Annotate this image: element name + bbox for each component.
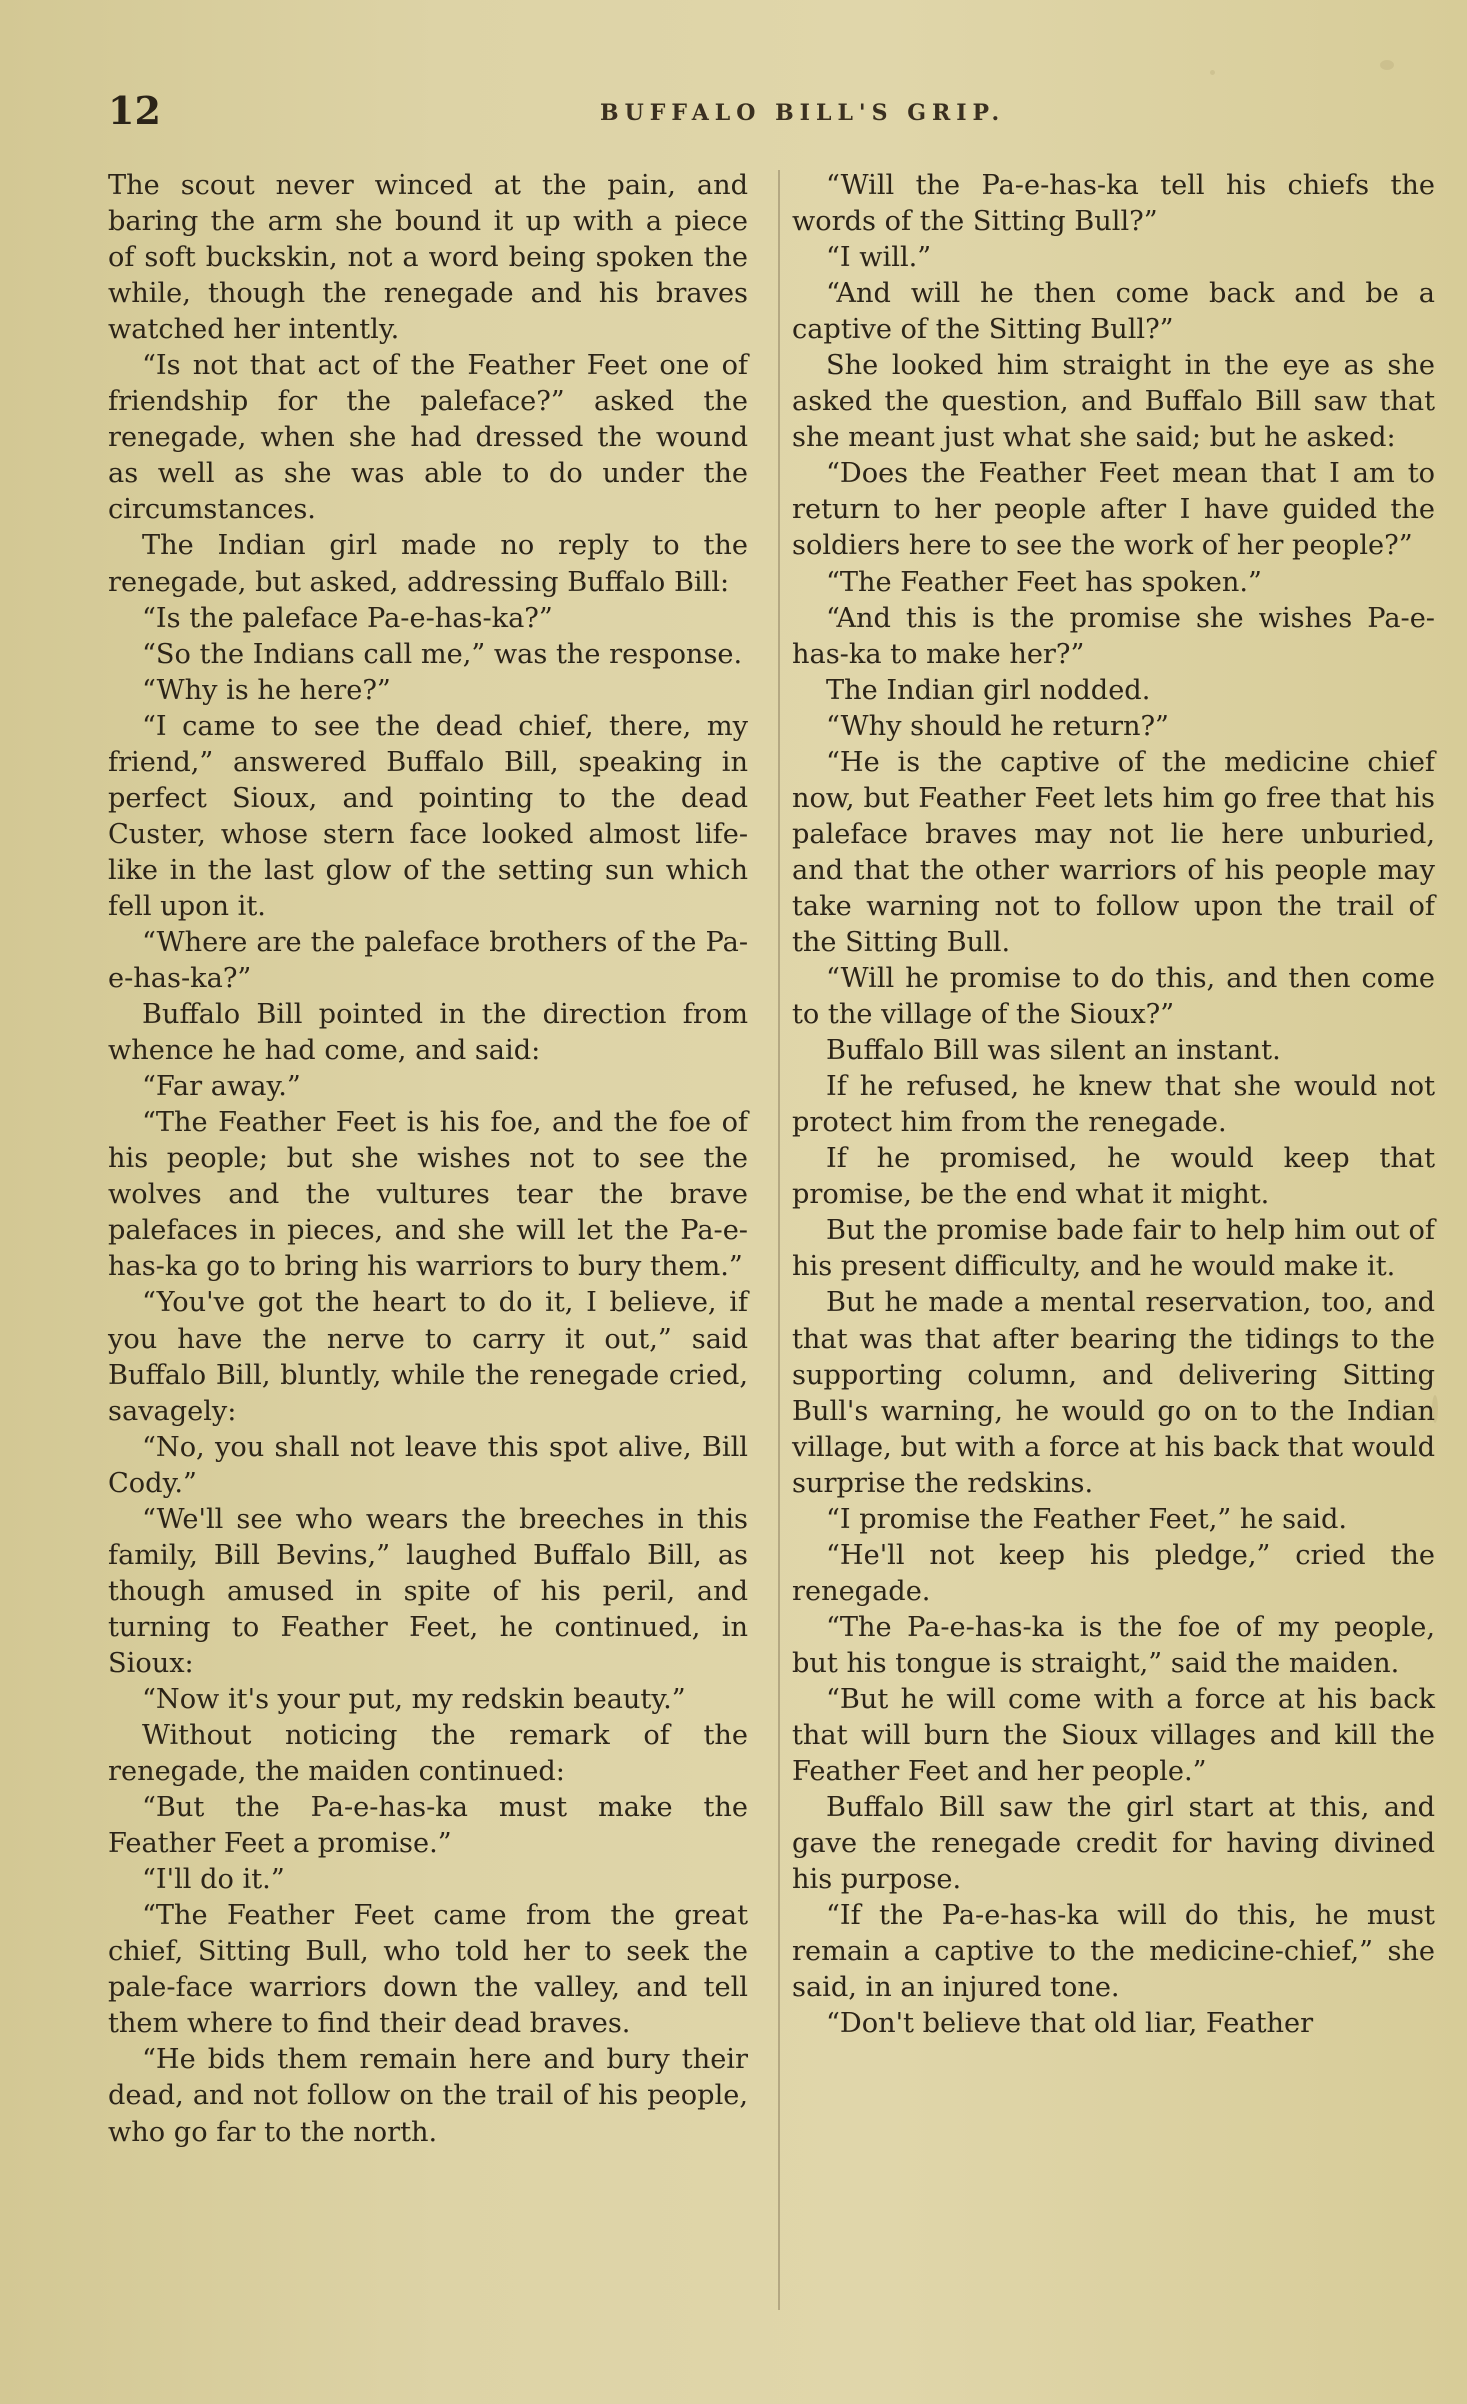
paragraph: “Where are the paleface brothers of the Pa-e-has-ka?” [108, 926, 748, 995]
paragraph: “But the Pa-e-has-ka must make the Feather Feet a promise.” [108, 1792, 748, 1860]
paragraph: “I came to see the dead chief, there, my friend,” answered Buffalo Bill, speaking in perfect Sioux, and pointing to the dead Custer, whose stern face looked almost life-like in the last glow of the setting sun which fell upon it. [108, 710, 748, 922]
paragraph: The scout never winced at the pain, and baring the arm she bound it up with a piece of soft buckskin, not a word being spoken the while, though the renegade and his braves watched her intently. [108, 170, 748, 346]
paragraph: “Will he promise to do this, and then come to the village of the Sioux?” [792, 963, 1435, 1031]
paragraph: The Indian girl made no reply to the renegade, but asked, addressing Buffalo Bill: [108, 530, 748, 598]
left-column [108, 168, 748, 2151]
paragraph: “If the Pa-e-has-ka will do this, he must remain a captive to the medicine-chief,” she said, in an injured tone. [792, 1900, 1435, 2004]
paragraph: “I will.” [826, 242, 932, 274]
paragraph: “We'll see who wears the breeches in this family, Bill Bevins,” laughed Buffalo Bill, as though amused in spite of his peril, and turning to Feather Feet, he continued, in Sioux: [108, 1503, 748, 1679]
paragraph: The Indian girl nodded. [826, 674, 1151, 706]
paragraph: “Does the Feather Feet mean that I am to return to her people after I have guided the soldiers here to see the work of her people?” [792, 458, 1435, 562]
paragraph: “Why should he return?” [826, 710, 1169, 742]
running-title: BUFFALO BILL'S GRIP. [600, 100, 1006, 126]
paragraph: “Is the paleface Pa-e-has-ka?” [142, 602, 553, 634]
paragraph: “Don't believe that old liar, Feather [826, 2008, 1314, 2040]
paragraph: “Now it's your put, my redskin beauty.” [142, 1683, 686, 1715]
right-column [792, 168, 1435, 2042]
paragraph: “And this is the promise she wishes Pa-e-has-ka to make her?” [792, 602, 1435, 670]
paragraph: “The Feather Feet is his foe, and the foe of his people; but she wishes not to see the wolves and the vultures tear the brave palefaces in pieces, and she will let the Pa-e-has-ka go to bring his warriors to bury them.” [108, 1107, 748, 1283]
paragraph: Without noticing the remark of the renegade, the maiden continued: [108, 1720, 748, 1788]
paragraph: “He bids them remain here and bury their dead, and not follow on the trail of his people, who go far to the north. [108, 2044, 748, 2148]
paragraph: “Will the Pa-e-has-ka tell his chiefs the words of the Sitting Bull?” [792, 170, 1435, 238]
paragraph: “Is not that act of the Feather Feet one of friendship for the paleface?” asked the renegade, when she had dressed the wound as well as she was able to do under the circumstances. [108, 350, 748, 526]
paragraph: “Far away.” [142, 1071, 301, 1103]
paragraph: “Why is he here?” [142, 674, 391, 706]
paragraph: But the promise bade fair to help him out of his present difficulty, and he would make it. [792, 1215, 1435, 1283]
paragraph: But he made a mental reservation, too, and that was that after bearing the tidings to the supporting column, and delivering Sitting Bull's warning, he would go on to the Indian village, but with a force at his back that would surprise the redskins. [792, 1287, 1435, 1499]
paragraph: “The Feather Feet came from the great chief, Sitting Bull, who told her to seek the pale-face warriors down the valley, and tell them where to find their dead braves. [108, 1900, 748, 2040]
paragraph: “I promise the Feather Feet,” he said. [826, 1503, 1348, 1535]
paper-speckle [1380, 60, 1394, 70]
paper-speckle [1210, 70, 1215, 75]
paragraph: “So the Indians call me,” was the response. [142, 638, 743, 670]
paragraph: If he refused, he knew that she would not protect him from the renegade. [792, 1071, 1435, 1139]
column-rule [778, 170, 780, 2310]
paragraph: “No, you shall not leave this spot alive, Bill Cody.” [108, 1431, 748, 1499]
paragraph: If he promised, he would keep that promise, be the end what it might. [792, 1143, 1435, 1211]
paragraph: Buffalo Bill saw the girl start at this, and gave the renegade credit for having divined his purpose. [792, 1792, 1435, 1896]
paragraph: “You've got the heart to do it, I believe, if you have the nerve to carry it out,” said Buffalo Bill, bluntly, while the renegade cried, savagely: [108, 1287, 748, 1427]
paragraph: “And will he then come back and be a captive of the Sitting Bull?” [792, 278, 1435, 346]
paragraph: Buffalo Bill was silent an instant. [826, 1035, 1281, 1067]
paragraph: “The Pa-e-has-ka is the foe of my people, but his tongue is straight,” said the maiden. [792, 1611, 1435, 1679]
paragraph: Buffalo Bill pointed in the direction from whence he had come, and said: [108, 999, 748, 1067]
page-header [100, 88, 1440, 138]
paragraph: She looked him straight in the eye as she asked the question, and Buffalo Bill saw that she meant just what she said; but he asked: [792, 350, 1435, 454]
paragraph: “He is the captive of the medicine chief now, but Feather Feet lets him go free that his paleface braves may not lie here unburied, and that the other warriors of his people may take warning not to follow upon the trail of the Sitting Bull. [792, 746, 1435, 958]
paragraph: “I'll do it.” [142, 1864, 285, 1896]
paragraph: “But he will come with a force at his back that will burn the Sioux villages and kill the Feather Feet and her people.” [792, 1683, 1435, 1788]
page-number: 12 [108, 88, 161, 133]
paragraph: “The Feather Feet has spoken.” [826, 566, 1262, 598]
paragraph: “He'll not keep his pledge,” cried the renegade. [792, 1539, 1435, 1607]
